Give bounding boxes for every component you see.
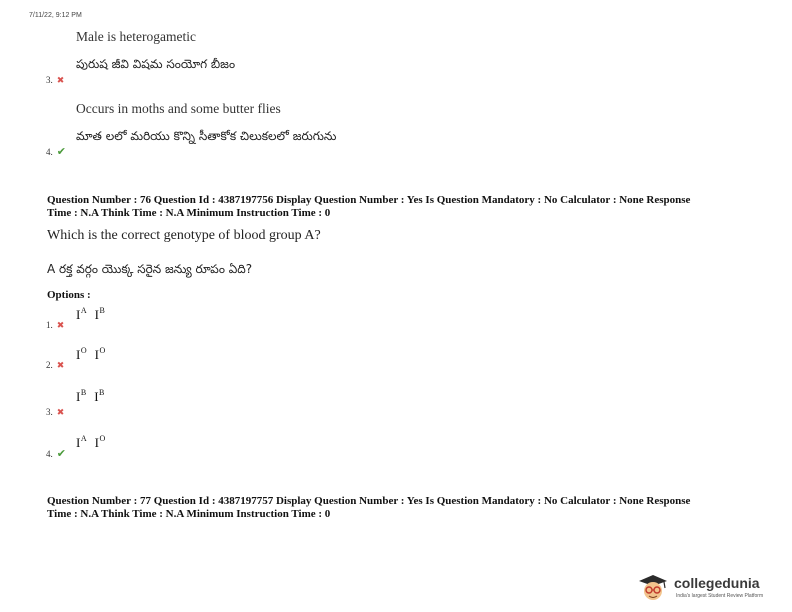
collegedunia-logo (636, 573, 786, 605)
q76-option-4-label (46, 444, 66, 462)
q76-text-te: A రక్త వర్గం యొక్క సరైన జన్యు రూపం ఏది? (47, 262, 253, 276)
cross-icon: ✖ (56, 408, 65, 418)
q76-option-1-label (46, 315, 64, 333)
prev-option3-text-en: Male is heterogametic (76, 29, 196, 44)
q76-option-2-genotype: $I^O$ $I^O$ (76, 346, 106, 362)
option-number: 1. (46, 320, 53, 330)
option-number: 2. (46, 360, 53, 370)
check-icon: ✔ (56, 447, 66, 460)
q76-option-3-label (46, 402, 64, 420)
q76-meta (47, 194, 690, 220)
option-number: 4. (46, 449, 53, 459)
q76-text-en: Which is the correct genotype of blood group A? (47, 228, 321, 243)
student-mascot-icon (636, 573, 670, 603)
cross-icon: ✖ (56, 76, 65, 86)
prev-option3-text-te: పురుష జీవి విషమ సంయోగ బీజం (76, 57, 236, 71)
prev-option4-number: 4. (46, 147, 53, 157)
q76-options-label: Options : (47, 289, 91, 301)
logo-tagline: India's largest Student Review Platform (676, 593, 764, 599)
q77-meta-line1: Question Number : 77 Question Id : 4387197757 Display Question Number : Yes Is Question Mandatory : No Calculator : None Response (47, 495, 691, 507)
cross-icon: ✖ (56, 361, 65, 371)
q76-meta-line1: Question Number : 76 Question Id : 4387197756 Display Question Number : Yes Is Question Mandatory : No Calculator : None Response (47, 194, 691, 206)
prev-option4-label (46, 142, 66, 160)
q76-option-1-genotype: $I^A$ $I^B$ (76, 306, 106, 322)
logo-name: collegedunia (674, 575, 760, 591)
prev-option4-text-en: Occurs in moths and some butter flies (76, 101, 281, 116)
timestamp: 7/11/22, 9:12 PM (29, 12, 82, 19)
q76-option-4-genotype: $I^A$ $I^O$ (76, 434, 106, 450)
prev-option3-label (46, 70, 64, 88)
prev-option4-text-te: మాత లలో మరియు కొన్ని సీతాకోక చిలుకలలో జరుగును (76, 129, 337, 143)
q77-meta-line2: Time : N.A Think Time : N.A Minimum Instruction Time : 0 (47, 508, 331, 520)
q76-option-2-label (46, 355, 64, 373)
check-icon: ✔ (56, 145, 66, 158)
q76-option-3-genotype: $I^B$ $I^B$ (76, 388, 105, 404)
option-number: 3. (46, 407, 53, 417)
q76-meta-line2: Time : N.A Think Time : N.A Minimum Instruction Time : 0 (47, 207, 331, 219)
prev-option3-number: 3. (46, 75, 53, 85)
q77-meta (47, 495, 690, 521)
cross-icon: ✖ (56, 321, 65, 331)
